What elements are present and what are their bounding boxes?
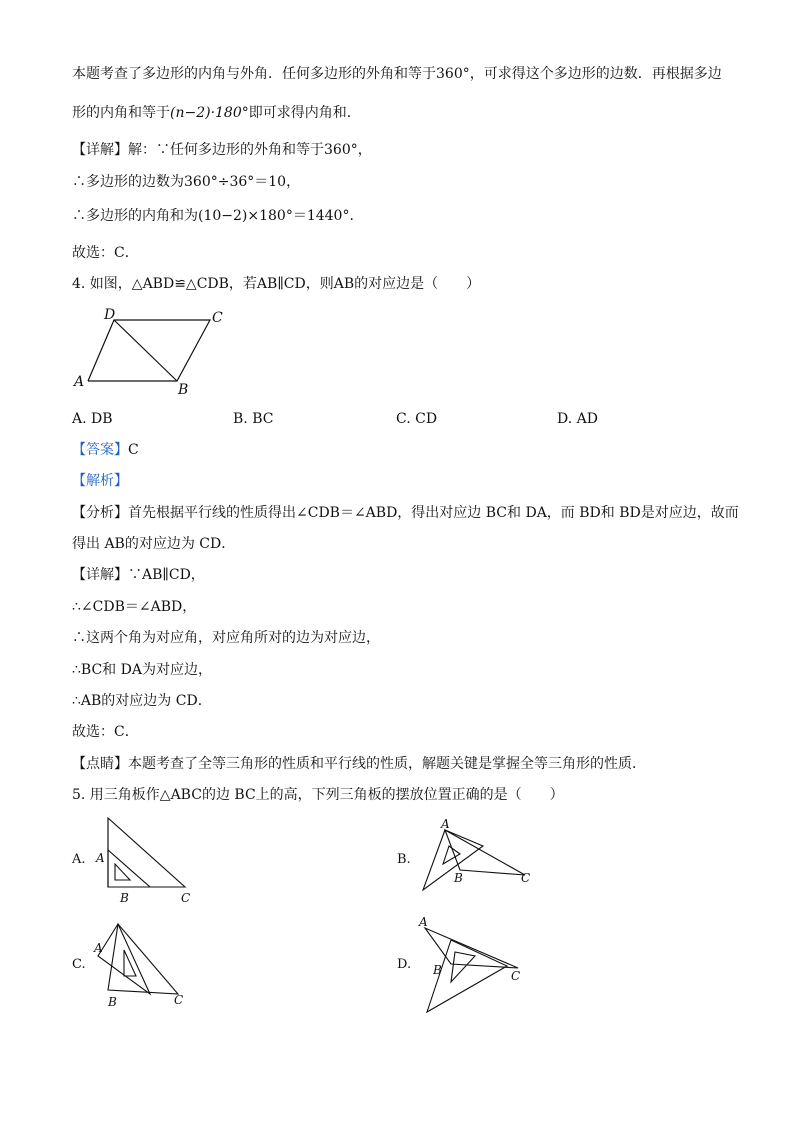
text-line: ∴∠CDB＝∠ABD， <box>72 599 197 615</box>
section-tag: 【点睛】 <box>72 756 128 772</box>
q5-figure-a[interactable] <box>90 812 200 907</box>
q4-figure <box>70 306 240 398</box>
text-line: 得出 AB的对应边为 CD． <box>72 536 236 552</box>
triangle-abc <box>108 924 178 994</box>
vertex-label-c: C <box>521 871 531 885</box>
text-segment: 形的内角和等于 <box>72 105 170 121</box>
text-line: ∴多边形的边数为360°÷36°＝10， <box>72 174 301 190</box>
vertex-label-a: A <box>419 915 428 929</box>
option-a[interactable]: A. DB <box>72 411 113 427</box>
q5-figure-d[interactable] <box>415 912 545 1017</box>
text-segment: ∴多边形的内角和为 <box>72 208 198 224</box>
q5-figure-c[interactable] <box>88 918 198 1013</box>
q5-option-d-label[interactable]: D. <box>397 957 412 972</box>
option-d[interactable]: D. AD <box>557 411 598 427</box>
math-expression: (10−2)×180°＝1440° <box>198 208 350 224</box>
set-square-outer <box>423 830 483 890</box>
triangle-abc <box>425 928 518 968</box>
section-tag: 【分析】 <box>72 505 128 521</box>
vertex-label-c: C <box>212 310 223 326</box>
text-segment: 本题考查了全等三角形的性质和平行线的性质，解题关键是掌握全等三角形的性质． <box>128 756 646 772</box>
vertex-label-b: B <box>120 891 129 905</box>
vertex-label-c: C <box>181 891 191 905</box>
text-line: ∴AB的对应边为 CD． <box>72 693 212 709</box>
answer-tag: 【答案】 <box>72 442 128 458</box>
q5-option-a-label[interactable]: A. <box>72 852 86 867</box>
text-line <box>72 140 372 160</box>
vertex-label-c: C <box>511 969 521 983</box>
vertex-label-b: B <box>108 995 117 1009</box>
text-line: ∴这两个角为对应角，对应角所对的边为对应边， <box>72 630 380 646</box>
vertex-label-a: A <box>74 374 85 390</box>
text-segment: ∵AB∥CD， <box>128 567 205 583</box>
text-line: ∴BC和 DA为对应边， <box>72 662 212 678</box>
set-square-outer <box>108 850 150 887</box>
diagonal-bd <box>114 320 177 381</box>
vertex-label-b: B <box>454 871 463 885</box>
analysis-tag: 【解析】 <box>72 473 128 489</box>
option-b[interactable]: B. BC <box>233 411 274 427</box>
question-5: 5. 用三角板作△ABC的边 BC上的高，下列三角板的摆放位置正确的是（ ） <box>72 787 564 803</box>
q5-option-b-label[interactable]: B. <box>397 852 411 867</box>
question-4: 4. 如图，△ABD≌△CDB，若AB∥CD，则AB的对应边是（ ） <box>72 276 481 292</box>
section-tag: 【详解】 <box>72 567 128 583</box>
vertex-label-a: A <box>441 817 450 831</box>
set-square-inner <box>115 864 130 880</box>
text-line: 本题考查了多边形的内角与外角．任何多边形的外角和等于360°，可求得这个多边形的边数．再根据多边 <box>72 66 722 82</box>
q5-option-c-label[interactable]: C. <box>72 957 86 972</box>
fenxi-line <box>72 503 739 523</box>
text-line: 故选：C． <box>72 724 139 740</box>
set-square-inner <box>124 950 136 976</box>
vertex-label-b: B <box>433 963 442 977</box>
text-line: 故选：C． <box>72 245 139 261</box>
answer-line <box>72 440 139 460</box>
math-expression: (n−2)·180° <box>170 105 249 121</box>
text-line <box>72 206 363 226</box>
q5-figure-b[interactable] <box>415 812 545 907</box>
parallelogram-outline <box>88 320 210 381</box>
set-square-inner <box>451 952 475 982</box>
text-segment: 解：∵任何多边形的外角和等于360°， <box>128 142 372 158</box>
vertex-label-b: B <box>178 382 189 398</box>
dianjing-line <box>72 754 646 774</box>
text-line <box>72 103 361 123</box>
section-tag: 【详解】 <box>72 142 128 158</box>
vertex-label-a: A <box>94 941 103 955</box>
answer-value: C <box>128 442 139 458</box>
triangle-abc <box>108 818 185 887</box>
vertex-label-a: A <box>96 851 105 865</box>
triangle-abc <box>445 830 525 875</box>
vertex-label-c: C <box>174 993 184 1007</box>
text-segment: 首先根据平行线的性质得出∠CDB＝∠ABD，得出对应边 BC和 DA，而 BD和 BD是对应边，故而 <box>128 505 739 521</box>
xiangjie-line <box>72 565 205 585</box>
text-segment: 即可求得内角和． <box>248 105 361 121</box>
text-segment: ． <box>349 208 364 224</box>
option-c[interactable]: C. CD <box>396 411 438 427</box>
vertex-label-d: D <box>104 307 116 323</box>
